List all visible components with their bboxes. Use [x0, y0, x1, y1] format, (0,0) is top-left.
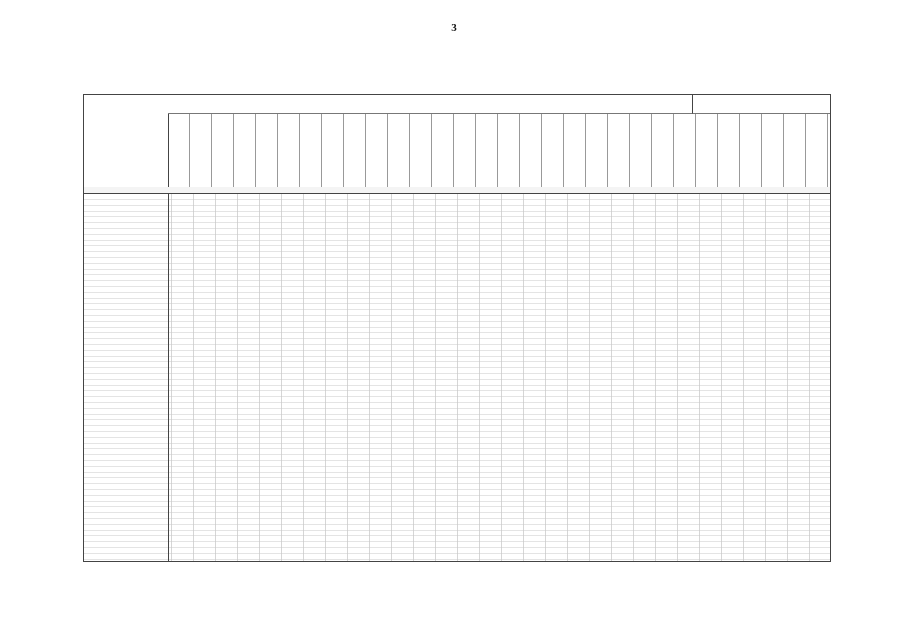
- header-group-right: [692, 95, 830, 114]
- row-labels-column: [84, 194, 169, 561]
- header-row-labels-cell: [84, 95, 169, 187]
- data-table: [83, 94, 831, 562]
- table-header: [84, 95, 830, 188]
- column-number-row: [84, 187, 830, 194]
- page-number: 3: [451, 22, 457, 34]
- table-body: [84, 194, 830, 561]
- header-group-left: [168, 95, 692, 114]
